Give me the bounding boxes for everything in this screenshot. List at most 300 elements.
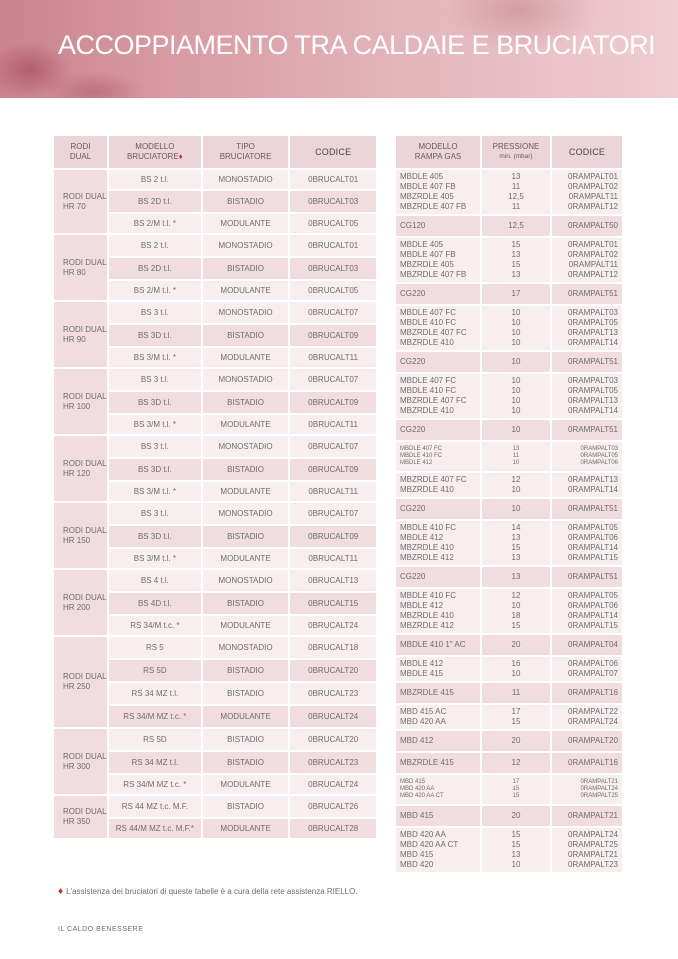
- gas-train-code-cell: [552, 657, 622, 681]
- boiler-model-size: HR 200: [63, 602, 91, 612]
- boiler-model-cell: [54, 796, 107, 838]
- burner-model-cell: BS 3D t.l.: [109, 325, 201, 346]
- gas-train-code-value: 0RAMPALT06: [580, 460, 618, 466]
- burner-type-cell: MODULANTE: [203, 348, 289, 367]
- boiler-model-label: RODI DUAL: [63, 324, 107, 334]
- page-title: ACCOPPIAMENTO TRA CALDAIE E BRUCIATORI: [58, 30, 656, 60]
- gas-train-model-value: CG120: [400, 221, 426, 230]
- gas-train-model-value: CG220: [400, 504, 426, 513]
- gas-train-code-value: 0RAMPALT04: [568, 640, 618, 649]
- gas-train-code-value: 0RAMPALT25: [580, 793, 618, 799]
- gas-train-model-cell: [396, 589, 480, 633]
- pressure-cell: [482, 352, 550, 372]
- burner-type-cell: MODULANTE: [203, 415, 289, 434]
- burner-code-cell: 0BRUCALT05: [290, 281, 376, 300]
- table-row: [396, 775, 622, 804]
- burner-type-cell: MODULANTE: [203, 482, 289, 501]
- burner-code-cell: 0BRUCALT13: [290, 570, 376, 591]
- gas-train-code-cell: [552, 352, 622, 372]
- table-row: [396, 705, 622, 729]
- pressure-cell: [482, 442, 550, 471]
- table-row: [396, 567, 622, 587]
- pressure-value: 16: [511, 659, 521, 668]
- gas-train-model-cell: [396, 306, 480, 350]
- table-row: [396, 442, 622, 471]
- gas-train-model-value: MBDLE 410 FC: [400, 318, 457, 327]
- gas-train-code-cell: [552, 683, 622, 703]
- table-row: [396, 473, 622, 497]
- burner-type-cell: MONOSTADIO: [203, 302, 289, 323]
- gas-train-model-value: CG220: [400, 425, 426, 434]
- pressure-value: 13: [512, 446, 520, 452]
- gas-train-code-value: 0RAMPALT14: [568, 485, 618, 494]
- burner-model-cell: RS 5D: [109, 660, 201, 681]
- gas-train-code-value: 0RAMPALT14: [568, 338, 618, 347]
- burner-code-cell: 0BRUCALT03: [290, 191, 376, 212]
- gas-train-code-value: 0RAMPALT13: [568, 396, 618, 405]
- table-row: [396, 806, 622, 826]
- table-row: [396, 216, 622, 236]
- gas-train-code-value: 0RAMPALT05: [568, 591, 618, 600]
- burner-model-cell: BS 3 t.l.: [109, 436, 201, 457]
- pressure-value: 20: [511, 736, 521, 745]
- gas-train-code-value: 0RAMPALT51: [568, 504, 618, 513]
- gas-train-code-value: 0RAMPALT15: [568, 553, 618, 562]
- table-row: [54, 235, 376, 256]
- gas-train-model-cell: [396, 567, 480, 587]
- burner-code-cell: 0BRUCALT01: [290, 235, 376, 256]
- table-row: [54, 796, 376, 817]
- burner-code-cell: 0BRUCALT07: [290, 436, 376, 457]
- burner-type-cell: BISTADIO: [203, 258, 289, 279]
- table-row: [396, 589, 622, 633]
- burner-model-cell: BS 4 t.l.: [109, 570, 201, 591]
- gas-train-code-value: 0RAMPALT22: [568, 707, 618, 716]
- gas-train-model-value: MBDLE 407 FB: [400, 182, 456, 191]
- pressure-value: 15: [511, 621, 521, 630]
- gas-train-model-value: MBZRDLE 407 FC: [400, 475, 467, 484]
- burner-model-cell: BS 3D t.l.: [109, 459, 201, 480]
- burner-model-cell: BS 3 t.l.: [109, 369, 201, 390]
- burner-type-cell: MODULANTE: [203, 616, 289, 635]
- gas-train-model-value: MBD 420 AA: [400, 717, 446, 726]
- footnote-text: L'assistenza dei bruciatori di queste tabelle è a cura della rete assistenza RIELLO.: [66, 887, 358, 896]
- pressure-value: 10: [511, 860, 521, 869]
- gas-train-model-value: MBZRDLE 410: [400, 338, 454, 347]
- gas-train-model-value: MBD 420 AA: [400, 830, 446, 839]
- gas-train-code-value: 0RAMPALT06: [568, 601, 618, 610]
- pressure-value: 13: [511, 850, 521, 859]
- burner-code-cell: 0BRUCALT18: [290, 637, 376, 658]
- gas-train-code-cell: [552, 775, 622, 804]
- pressure-cell: [482, 705, 550, 729]
- burner-code-cell: 0BRUCALT20: [290, 660, 376, 681]
- burner-model-cell: BS 2D t.l.: [109, 258, 201, 279]
- pressure-value: 13: [511, 172, 521, 181]
- gas-train-model-cell: [396, 521, 480, 565]
- burner-type-cell: BISTADIO: [203, 683, 289, 704]
- pressure-cell: [482, 683, 550, 703]
- table-row: [396, 683, 622, 703]
- pressure-cell: [482, 473, 550, 497]
- table-row: [396, 170, 622, 214]
- gas-train-model-cell: [396, 216, 480, 236]
- burner-model-cell: RS 34/M MZ t.c. *: [109, 706, 201, 727]
- burner-type-cell: MONOSTADIO: [203, 637, 289, 658]
- gas-train-model-cell: [396, 499, 480, 519]
- gas-train-code-cell: [552, 806, 622, 826]
- pressure-value: 10: [511, 396, 521, 405]
- gas-train-model-value: MBD 412: [400, 736, 434, 745]
- burner-model-cell: BS 3D t.l.: [109, 392, 201, 413]
- gas-train-model-value: MBZRDLE 405: [400, 260, 454, 269]
- burner-type-cell: MONOSTADIO: [203, 570, 289, 591]
- burner-type-cell: MODULANTE: [203, 775, 289, 794]
- gas-train-code-cell: [552, 499, 622, 519]
- burner-model-cell: BS 2D t.l.: [109, 191, 201, 212]
- header-codice-rampa: CODICE: [552, 136, 622, 168]
- boiler-model-size: HR 300: [63, 761, 91, 771]
- pressure-value: 11: [511, 688, 521, 697]
- burner-code-cell: 0BRUCALT20: [290, 729, 376, 750]
- burner-code-cell: 0BRUCALT05: [290, 214, 376, 233]
- header-rodi-dual: RODI DUAL: [54, 136, 107, 168]
- gas-train-model-value: MBD 420 AA CT: [400, 840, 459, 849]
- table-row: [396, 828, 622, 872]
- gas-train-code-value: 0RAMPALT21: [568, 811, 618, 820]
- burner-type-cell: BISTADIO: [203, 459, 289, 480]
- pressure-value: 10: [511, 308, 521, 317]
- gas-train-code-value: 0RAMPALT05: [580, 453, 618, 459]
- gas-train-model-cell: [396, 238, 480, 282]
- pressure-value: 10: [511, 406, 521, 415]
- gas-train-code-value: 0RAMPALT12: [568, 202, 618, 211]
- table-row: [396, 657, 622, 681]
- gas-train-code-value: 0RAMPALT15: [568, 621, 618, 630]
- gas-train-model-cell: [396, 806, 480, 826]
- pressure-value: 12,5: [508, 221, 524, 230]
- burner-model-cell: RS 34/M t.c. *: [109, 616, 201, 635]
- burner-code-cell: 0BRUCALT07: [290, 302, 376, 323]
- boiler-model-size: HR 350: [63, 817, 91, 826]
- pressure-value: 11: [512, 453, 520, 459]
- boiler-model-size: HR 80: [63, 267, 86, 277]
- pressure-value: 10: [511, 338, 521, 347]
- gas-train-code-value: 0RAMPALT03: [568, 308, 618, 317]
- gas-train-model-cell: [396, 635, 480, 655]
- gas-train-model-value: MBDLE 405: [400, 172, 444, 181]
- pressure-value: 10: [511, 669, 521, 678]
- gas-train-model-value: MBD 415 AC: [400, 707, 447, 716]
- gas-train-code-value: 0RAMPALT51: [568, 572, 618, 581]
- gas-train-code-cell: [552, 705, 622, 729]
- table-row: [396, 635, 622, 655]
- table-row: [54, 436, 376, 457]
- table-row: [396, 753, 622, 773]
- gas-train-model-value: MBD 420 AA: [400, 786, 435, 792]
- gas-train-model-cell: [396, 705, 480, 729]
- gas-train-code-cell: [552, 753, 622, 773]
- pressure-cell: [482, 589, 550, 633]
- boiler-model-size: HR 100: [63, 401, 91, 411]
- burner-model-cell: BS 3/M t.l. *: [109, 549, 201, 568]
- burner-model-cell: BS 3/M t.l. *: [109, 348, 201, 367]
- burner-model-cell: BS 2 t.l.: [109, 170, 201, 189]
- boiler-model-size: HR 70: [63, 201, 86, 211]
- boiler-model-label: RODI DUAL: [63, 525, 107, 535]
- table-row: [396, 238, 622, 282]
- pressure-value: 10: [511, 357, 521, 366]
- gas-train-code-value: 0RAMPALT51: [568, 425, 618, 434]
- gas-train-code-cell: [552, 284, 622, 304]
- pressure-value: 10: [511, 386, 521, 395]
- gas-train-model-cell: [396, 683, 480, 703]
- burner-type-cell: BISTADIO: [203, 392, 289, 413]
- gas-train-model-cell: [396, 753, 480, 773]
- pressure-value: 15: [511, 240, 521, 249]
- gas-train-model-value: MBDLE 407 FC: [400, 308, 457, 317]
- pressure-value: 10: [511, 376, 521, 385]
- boiler-model-cell: [54, 235, 107, 300]
- pressure-value: 10: [511, 504, 521, 513]
- header-modello-bruciatore: MODELLO BRUCIATORE♦: [109, 136, 201, 168]
- burner-type-cell: MONOSTADIO: [203, 503, 289, 524]
- burner-type-cell: MODULANTE: [203, 819, 289, 838]
- gas-train-code-value: 0RAMPALT05: [568, 523, 618, 532]
- gas-train-code-value: 0RAMPALT21: [568, 850, 618, 859]
- boiler-model-label: RODI DUAL: [63, 257, 107, 267]
- gas-train-code-value: 0RAMPALT11: [568, 192, 618, 201]
- gas-train-code-value: 0RAMPALT13: [568, 328, 618, 337]
- table-row: [54, 637, 376, 658]
- boiler-model-label: RODI DUAL: [63, 458, 107, 468]
- burner-type-cell: MODULANTE: [203, 281, 289, 300]
- pressure-value: 17: [511, 707, 521, 716]
- pressure-value: 15: [511, 830, 521, 839]
- burner-code-cell: 0BRUCALT11: [290, 549, 376, 568]
- burner-code-cell: 0BRUCALT23: [290, 752, 376, 773]
- gas-train-code-value: 0RAMPALT01: [568, 172, 618, 181]
- gas-train-model-value: MBDLE 410 FC: [400, 453, 443, 459]
- burner-code-cell: 0BRUCALT15: [290, 593, 376, 614]
- boiler-model-size: HR 150: [63, 535, 91, 545]
- burner-code-cell: 0BRUCALT11: [290, 348, 376, 367]
- gas-train-model-value: MBD 420 AA CT: [400, 793, 444, 799]
- pressure-value: 10: [511, 328, 521, 337]
- burner-type-cell: MODULANTE: [203, 214, 289, 233]
- boiler-model-cell: [54, 729, 107, 794]
- burner-type-cell: BISTADIO: [203, 191, 289, 212]
- gas-train-code-value: 0RAMPALT05: [568, 386, 618, 395]
- gas-train-code-cell: [552, 828, 622, 872]
- pressure-value: 20: [511, 640, 521, 649]
- gas-train-model-value: MBZRDLE 415: [400, 688, 454, 697]
- burner-type-cell: MONOSTADIO: [203, 170, 289, 189]
- header-modello-rampa: MODELLO RAMPA GAS: [396, 136, 480, 168]
- pressure-value: 15: [512, 793, 520, 799]
- header-tipo-bruciatore: TIPO BRUCIATORE: [203, 136, 289, 168]
- pressure-value: 10: [511, 425, 521, 434]
- gas-train-model-cell: [396, 442, 480, 471]
- pressure-value: 15: [511, 717, 521, 726]
- gas-train-code-cell: [552, 216, 622, 236]
- burner-model-cell: RS 34 MZ t.l.: [109, 683, 201, 704]
- pressure-cell: [482, 170, 550, 214]
- pressure-value: 10: [511, 601, 521, 610]
- gas-train-model-value: MBD 420: [400, 860, 434, 869]
- burner-type-cell: BISTADIO: [203, 660, 289, 681]
- burner-code-cell: 0BRUCALT09: [290, 526, 376, 547]
- gas-train-model-cell: [396, 420, 480, 440]
- burner-model-cell: BS 3/M t.l. *: [109, 415, 201, 434]
- pressure-value: 17: [511, 289, 521, 298]
- header-codice: CODICE: [290, 136, 376, 168]
- gas-train-code-value: 0RAMPALT24: [580, 786, 618, 792]
- gas-train-code-cell: [552, 420, 622, 440]
- gas-train-code-value: 0RAMPALT02: [568, 250, 618, 259]
- boiler-model-label: RODI DUAL: [63, 391, 107, 401]
- gas-train-code-value: 0RAMPALT14: [568, 543, 618, 552]
- burner-model-cell: BS 3 t.l.: [109, 503, 201, 524]
- burner-type-cell: BISTADIO: [203, 593, 289, 614]
- gas-train-model-cell: [396, 828, 480, 872]
- burner-model-cell: BS 2 t.l.: [109, 235, 201, 256]
- pressure-cell: [482, 238, 550, 282]
- pressure-value: 10: [511, 318, 521, 327]
- gas-train-model-value: MBZRDLE 410: [400, 485, 454, 494]
- gas-train-code-value: 0RAMPALT05: [568, 318, 618, 327]
- gas-train-code-cell: [552, 238, 622, 282]
- gas-train-model-cell: [396, 284, 480, 304]
- gas-train-code-value: 0RAMPALT16: [568, 688, 618, 697]
- burner-type-cell: BISTADIO: [203, 752, 289, 773]
- pressure-value: 15: [511, 260, 521, 269]
- boiler-model-cell: [54, 570, 107, 635]
- pressure-cell: [482, 499, 550, 519]
- boiler-model-size: HR 250: [63, 682, 91, 691]
- burner-code-cell: 0BRUCALT01: [290, 170, 376, 189]
- pressure-value: 10: [512, 460, 520, 466]
- pressure-cell: [482, 420, 550, 440]
- burner-table: [52, 134, 378, 840]
- pressure-value: 13: [511, 572, 521, 581]
- gas-train-code-value: 0RAMPALT25: [568, 840, 618, 849]
- gas-train-model-value: MBDLE 407 FC: [400, 446, 443, 452]
- burner-code-cell: 0BRUCALT26: [290, 796, 376, 817]
- burner-model-cell: RS 5: [109, 637, 201, 658]
- pressure-value: 13: [511, 250, 521, 259]
- boiler-model-label: RODI DUAL: [63, 751, 107, 761]
- gas-train-model-value: MBDLE 410 FC: [400, 523, 457, 532]
- table-row: [396, 499, 622, 519]
- burner-model-cell: BS 3/M t.l. *: [109, 482, 201, 501]
- burner-code-cell: 0BRUCALT09: [290, 325, 376, 346]
- gas-train-model-value: MBZRDLE 412: [400, 553, 454, 562]
- pressure-value: 10: [511, 485, 521, 494]
- gas-train-model-value: MBDLE 412: [400, 533, 444, 542]
- gas-train-model-value: MBZRDLE 410: [400, 543, 454, 552]
- gas-train-code-value: 0RAMPALT21: [580, 779, 618, 785]
- pressure-value: 18: [511, 611, 521, 620]
- burner-code-cell: 0BRUCALT09: [290, 459, 376, 480]
- gas-train-model-cell: [396, 352, 480, 372]
- pressure-value: 11: [511, 182, 521, 191]
- boiler-model-label: RODI DUAL: [63, 672, 107, 681]
- gas-train-model-value: MBZRDLE 410: [400, 611, 454, 620]
- gas-train-model-value: MBZRDLE 412: [400, 621, 454, 630]
- gas-train-code-value: 0RAMPALT07: [568, 669, 618, 678]
- table-row: [396, 374, 622, 418]
- gas-train-table: [394, 134, 624, 874]
- pressure-cell: [482, 828, 550, 872]
- boiler-model-label: RODI DUAL: [63, 191, 107, 201]
- gas-train-code-value: 0RAMPALT50: [568, 221, 618, 230]
- gas-train-model-cell: [396, 657, 480, 681]
- gas-train-code-cell: [552, 589, 622, 633]
- table-row: [396, 731, 622, 751]
- gas-train-model-value: MBDLE 410 FC: [400, 386, 457, 395]
- pressure-value: 15: [511, 840, 521, 849]
- boiler-model-cell: [54, 170, 107, 233]
- burner-type-cell: MONOSTADIO: [203, 369, 289, 390]
- pressure-cell: [482, 284, 550, 304]
- gas-train-model-value: CG220: [400, 289, 426, 298]
- pressure-value: 13: [511, 553, 521, 562]
- gas-train-code-value: 0RAMPALT01: [568, 240, 618, 249]
- pressure-cell: [482, 567, 550, 587]
- gas-train-code-value: 0RAMPALT14: [568, 406, 618, 415]
- gas-train-code-value: 0RAMPALT13: [568, 475, 618, 484]
- gas-train-code-cell: [552, 521, 622, 565]
- pressure-cell: [482, 635, 550, 655]
- burner-type-cell: BISTADIO: [203, 526, 289, 547]
- table-row: [396, 306, 622, 350]
- pressure-value: 17: [512, 779, 520, 785]
- table-row: [54, 302, 376, 323]
- gas-train-code-cell: [552, 170, 622, 214]
- gas-train-code-cell: [552, 442, 622, 471]
- gas-train-code-value: 0RAMPALT14: [568, 611, 618, 620]
- burner-model-cell: BS 2/M t.l. *: [109, 281, 201, 300]
- pressure-cell: [482, 306, 550, 350]
- burner-model-cell: RS 34/M MZ t.c. *: [109, 775, 201, 794]
- table-row: [396, 521, 622, 565]
- table-row: [54, 369, 376, 390]
- pressure-cell: [482, 216, 550, 236]
- burner-type-cell: BISTADIO: [203, 796, 289, 817]
- burner-code-cell: 0BRUCALT24: [290, 706, 376, 727]
- diamond-icon: ♦: [178, 152, 183, 161]
- table-row: [396, 284, 622, 304]
- gas-train-code-value: 0RAMPALT24: [568, 717, 618, 726]
- table-row: [54, 570, 376, 591]
- pressure-value: 12: [511, 591, 521, 600]
- gas-train-model-value: MBDLE 412: [400, 601, 444, 610]
- gas-train-model-value: MBDLE 407 FC: [400, 376, 457, 385]
- gas-train-model-value: MBZRDLE 407 FB: [400, 270, 467, 279]
- burner-type-cell: BISTADIO: [203, 729, 289, 750]
- gas-train-model-value: MBDLE 410 1" AC: [400, 640, 466, 649]
- burner-code-cell: 0BRUCALT11: [290, 415, 376, 434]
- footnote: [58, 886, 358, 897]
- pressure-value: 13: [511, 270, 521, 279]
- pressure-value: 12,5: [508, 192, 524, 201]
- gas-train-code-cell: [552, 306, 622, 350]
- pressure-cell: [482, 657, 550, 681]
- boiler-model-label: RODI DUAL: [63, 592, 107, 602]
- gas-train-code-value: 0RAMPALT03: [568, 376, 618, 385]
- gas-train-code-value: 0RAMPALT03: [580, 446, 618, 452]
